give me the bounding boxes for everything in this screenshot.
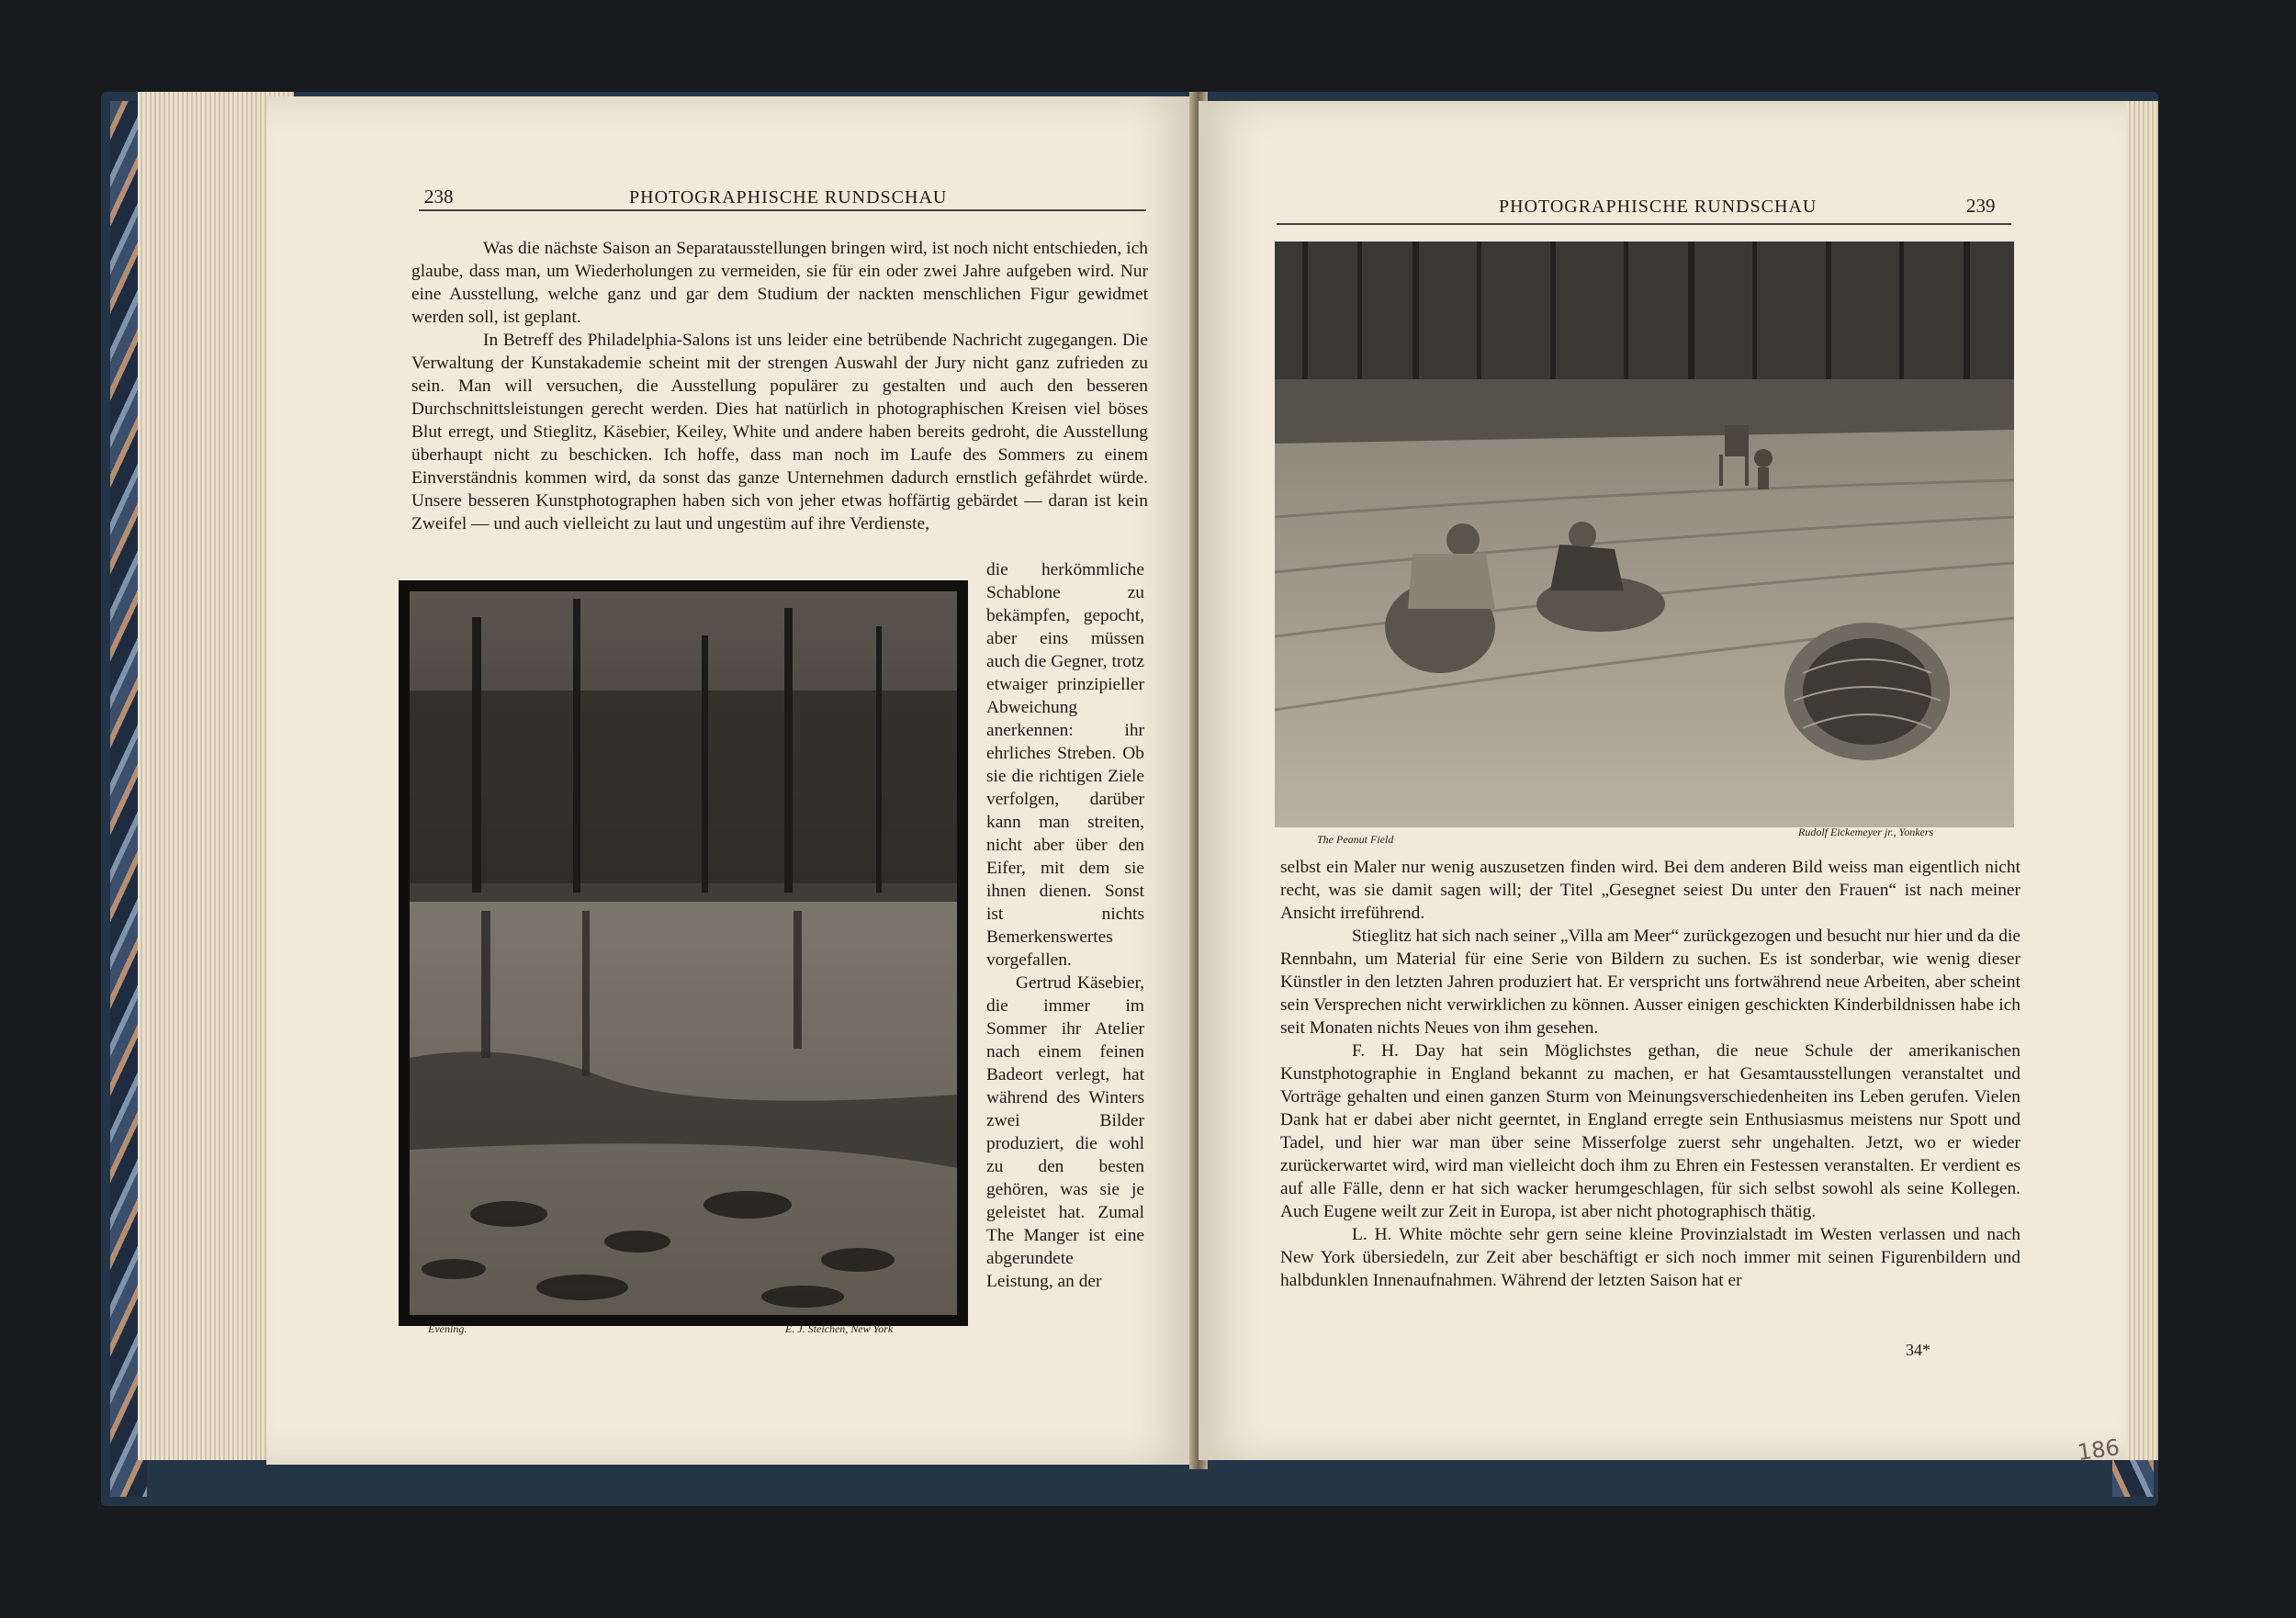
pencil-annotation: 186 xyxy=(2076,1433,2122,1466)
right-header-rule xyxy=(1277,223,2011,225)
peanut-caption-title: The Peanut Field xyxy=(1317,833,1394,846)
paragraph: In Betreff des Philadelphia-Salons ist uns leider eine betrübende Nachricht zugegangen. Die Verwaltung der Kunstakademie scheint mit der strengen Auswahl der Jury nicht ganz zufrieden zu sein. Man will versuchen, die Ausstellung populärer zu gestalten und auch den besseren Durchschnittsleistungen gerecht werden. Dies hat natürlich in photographischen Kreisen viel böses Blut erregt, und Stieglitz, Käsebier, Keiley, White und andere haben bereits gedroht, die Ausstellung überhaupt nicht zu beschicken. Ich hoffe, dass man noch im Laufe des Sommers zu einem Einverständnis kommen wird, da sonst das ganze Unternehmen dadurch ernstlich gefährdet würde. Unsere besseren Kunstphotographen haben sich von jeher etwas hoffärtig gebärdet — daran ist kein Zweifel — und auch vielleicht zu laut und ungestüm auf ihre Verdienste, xyxy=(411,331,1148,534)
peanut-caption-credit: Rudolf Eickemeyer jr., Yonkers xyxy=(1798,826,1934,838)
peanut-field-photo-image xyxy=(1275,242,2014,827)
left-running-title: PHOTOGRAPHISCHE RUNDSCHAU xyxy=(629,187,948,208)
paragraph: die herkömmliche Schablone zu bekämpfen, gepocht, aber eins müssen auch die Gegner, trotz etwaiger prinzipieller Abweichung anerkennen: ihr ehrliches Streben. Ob sie die richtigen Ziele verfolgen, darüber kann man streiten, nicht aber über den Eifer, mit dem sie ihnen dienen. Sonst ist nichts Bemerkenswertes vorgefallen. xyxy=(986,560,1144,970)
evening-caption-title: Evening. xyxy=(428,1322,467,1335)
paragraph: Gertrud Käsebier, die immer im Sommer ihr Atelier nach einem feinen Badeort verlegt, hat während des Winters zwei Bilder produziert, die wohl zu den besten gehören, was sie je geleistet hat. Zumal The Manger ist eine abgerundete Leistung, an der xyxy=(986,973,1144,1291)
evening-photo-image xyxy=(399,580,968,1326)
paragraph: Stieglitz hat sich nach seiner „Villa am Meer“ zurückgezogen und besucht nur hier und da die Rennbahn, um Material für eine Serie von Bildern zu suchen. Es ist sonderbar, wie wenig dieser Künstler in den letzten Jahren produziert hat. Er verspricht uns fortwährend neue Arbeiten, aber scheint sein Versprechen nicht verwirklichen zu können. Ausser einigen geschickten Kinderbildnissen habe ich seit Monaten nichts Neues von ihm gesehen. xyxy=(1280,927,2020,1038)
left-header-rule xyxy=(419,209,1146,211)
paragraph: Was die nächste Saison an Separatausstellungen bringen wird, ist noch nicht entschieden, ich glaube, dass man, um Wiederholungen zu vermeiden, sie für ein oder zwei Jahre aufgeben wird. Nur eine Ausstellung, welche ganz und gar dem Studium der nackten menschlichen Figur gewidmet werden soll, ist geplant. xyxy=(411,239,1148,327)
peanut-field-photograph xyxy=(1275,242,2014,827)
evening-photograph xyxy=(399,580,968,1326)
evening-caption-credit: E. J. Steichen, New York xyxy=(785,1322,894,1335)
printer-signature: 34* xyxy=(1906,1341,1930,1359)
paragraph: F. H. Day hat sein Möglichstes gethan, die neue Schule der amerikanischen Kunstphotographie in England bekannt zu machen, er hat Gesamtausstellungen veranstaltet und Vorträge gehalten und einen ganzen Sturm von Meinungsverschiedenheiten ins Leben gerufen. Vielen Dank hat er dabei aber nicht geerntet, in England erregte sein Enthusiasmus meistens nur Spott und Tadel, und hier war man über seine Misserfolge zuerst sehr ungehalten. Jetzt, wo er wieder zurückerwartet wird, wird man vielleicht doch ihm zu Ehren ein Festessen veranstalten. Er verdient es auf alle Fälle, denn er hat sich wacker herumgeschlagen, für sich selbst sowohl als seine Kollegen. Auch Eugene weilt zur Zeit in Europa, ist aber nicht photographisch thätig. xyxy=(1280,1041,2020,1221)
left-column-text xyxy=(986,558,1144,1293)
right-page-text xyxy=(1280,856,2020,1292)
left-page-number: 238 xyxy=(424,185,454,208)
right-running-title: PHOTOGRAPHISCHE RUNDSCHAU xyxy=(1499,197,1818,217)
right-page-number: 239 xyxy=(1966,195,1996,217)
left-full-width-text xyxy=(411,237,1148,535)
paragraph: L. H. White möchte sehr gern seine kleine Provinzialstadt im Westen verlassen und nach New York übersiedeln, zur Zeit aber beschäftigt er sich noch immer mit seinen Figurenbildern und halbdunklen Innenaufnahmen. Während der letzten Saison hat er xyxy=(1280,1225,2020,1290)
paragraph: selbst ein Maler nur wenig auszusetzen finden wird. Bei dem anderen Bild weiss man eigentlich nicht recht, was sie damit sagen will; der Titel „Gesegnet seiest Du unter den Frauen“ ist nach meiner Ansicht irreführend. xyxy=(1280,858,2020,923)
